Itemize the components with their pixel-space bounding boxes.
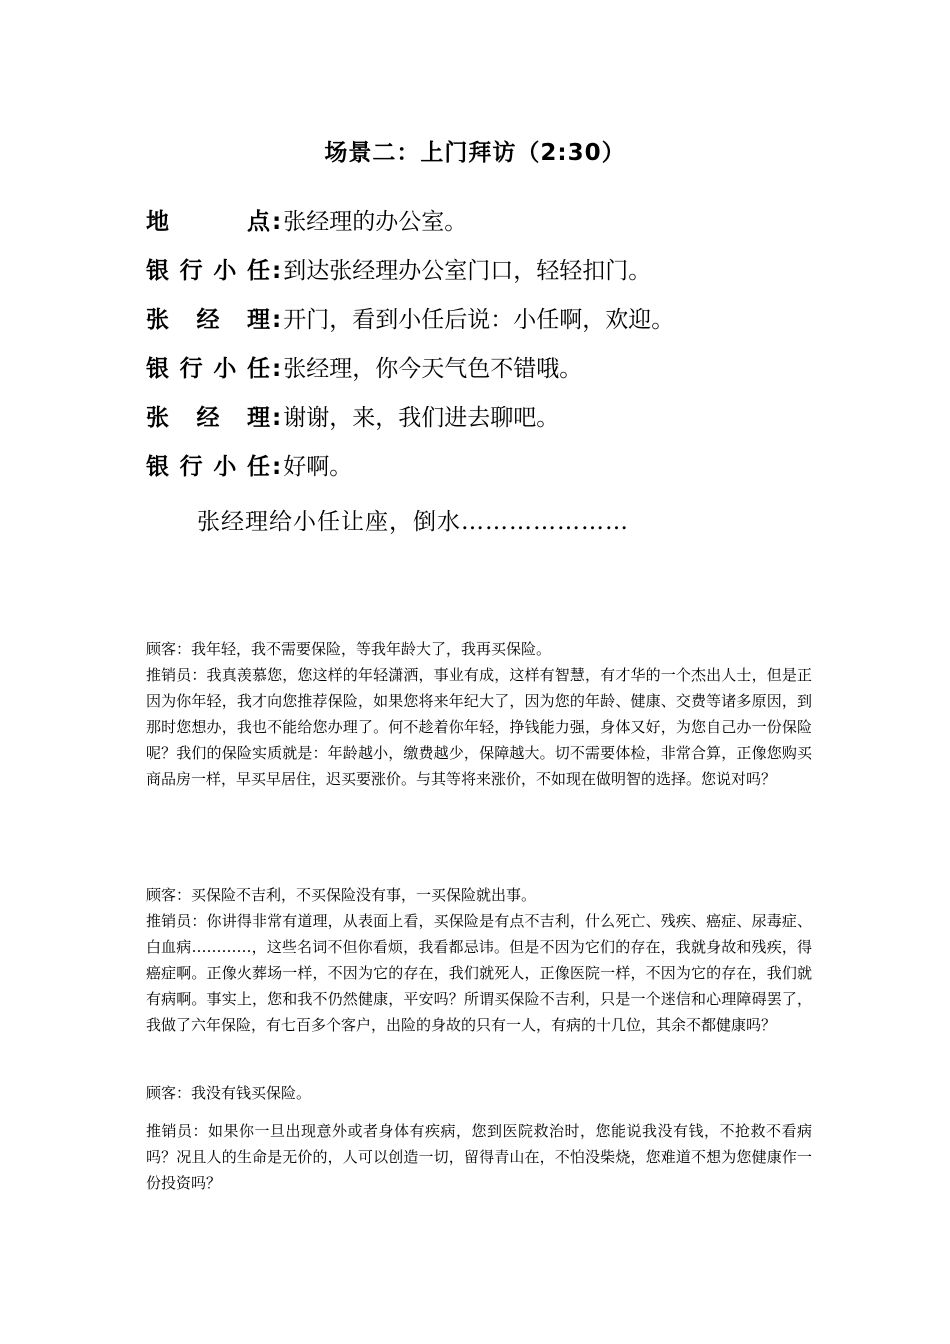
scene-script xyxy=(146,202,846,496)
speaker-label: 银行小任 xyxy=(146,454,270,480)
script-line: 银行小任:张经理，你今天气色不错哦。 xyxy=(146,349,846,398)
script-line: 张经理:开门，看到小任后说：小任啊，欢迎。 xyxy=(146,300,846,349)
customer-objection: 顾客：买保险不吉利，不买保险没有事，一买保险就出事。 xyxy=(146,886,537,904)
line-text: 张经理的办公室。 xyxy=(283,209,468,235)
speaker-label: 银行小任 xyxy=(146,356,270,382)
salesperson-response: 推销员：我真羡慕您，您这样的年轻潇洒，事业有成，这样有智慧，有才华的一个杰出人士，但是正因为你年轻，我才向您推荐保险，如果您将来年纪大了，因为您的年龄、健康、交费等诸多原因，到那时您想办，我也不能给您办理了。何不趁着你年轻，挣钱能力强，身体又好，为您自己办一份保险呢？我们的保险实质就是：年龄越小，缴费越少，保障越大。切不需要体检，非常合算，正像您购买商品房一样，早买早居住，迟买要涨价。与其等将来涨价，不如现在做明智的选择。您说对吗？ xyxy=(146,666,812,788)
qa-block-2 xyxy=(146,882,812,1038)
line-text: 开门，看到小任后说：小任啊，欢迎。 xyxy=(283,307,675,333)
qa-block-1 xyxy=(146,636,812,792)
salesperson-response: 推销员：如果你一旦出现意外或者身体有疾病，您到医院救治时，您能说我没有钱，不抢救不看病吗？况且人的生命是无价的，人可以创造一切，留得青山在，不怕没柴烧，您难道不想为您健康作一份投资吗？ xyxy=(146,1122,812,1192)
salesperson-response: 推销员：你讲得非常有道理，从表面上看，买保险是有点不吉利，什么死亡、残疾、癌症、尿毒症、白血病…………，这些名词不但你看烦，我看都忌讳。但是不因为它们的存在，我就身故和残疾，得癌症啊。正像火葬场一样，不因为它的存在，我们就死人，正像医院一样，不因为它的存在，我们就有病啊。事实上，您和我不仍然健康，平安吗？所谓买保险不吉利，只是一个迷信和心理障碍罢了，我做了六年保险，有七百多个客户，出险的身故的只有一人，有病的十几位，其余不都健康吗？ xyxy=(146,912,812,1034)
speaker-label: 张经理 xyxy=(146,405,270,431)
line-text: 谢谢，来，我们进去聊吧。 xyxy=(283,405,560,431)
script-line: 地点:张经理的办公室。 xyxy=(146,202,846,251)
script-line: 银行小任:到达张经理办公室门口，轻轻扣门。 xyxy=(146,251,846,300)
speaker-label: 张经理 xyxy=(146,307,270,333)
line-text: 到达张经理办公室门口，轻轻扣门。 xyxy=(283,258,652,284)
script-line: 张经理:谢谢，来，我们进去聊吧。 xyxy=(146,398,846,447)
stage-direction: 张经理给小任让座，倒水………………… xyxy=(197,509,629,535)
customer-objection: 顾客：我年轻，我不需要保险，等我年龄大了，我再买保险。 xyxy=(146,640,552,658)
speaker-label: 地点 xyxy=(146,209,270,235)
qa-block-3 xyxy=(146,1080,812,1196)
speaker-label: 银行小任 xyxy=(146,258,270,284)
line-text: 好啊。 xyxy=(283,454,353,480)
scene-title: 场景二：上门拜访（2:30） xyxy=(324,140,626,166)
line-text: 张经理，你今天气色不错哦。 xyxy=(283,356,583,382)
customer-objection: 顾客：我没有钱买保险。 xyxy=(146,1084,312,1102)
script-line: 银行小任:好啊。 xyxy=(146,447,846,496)
